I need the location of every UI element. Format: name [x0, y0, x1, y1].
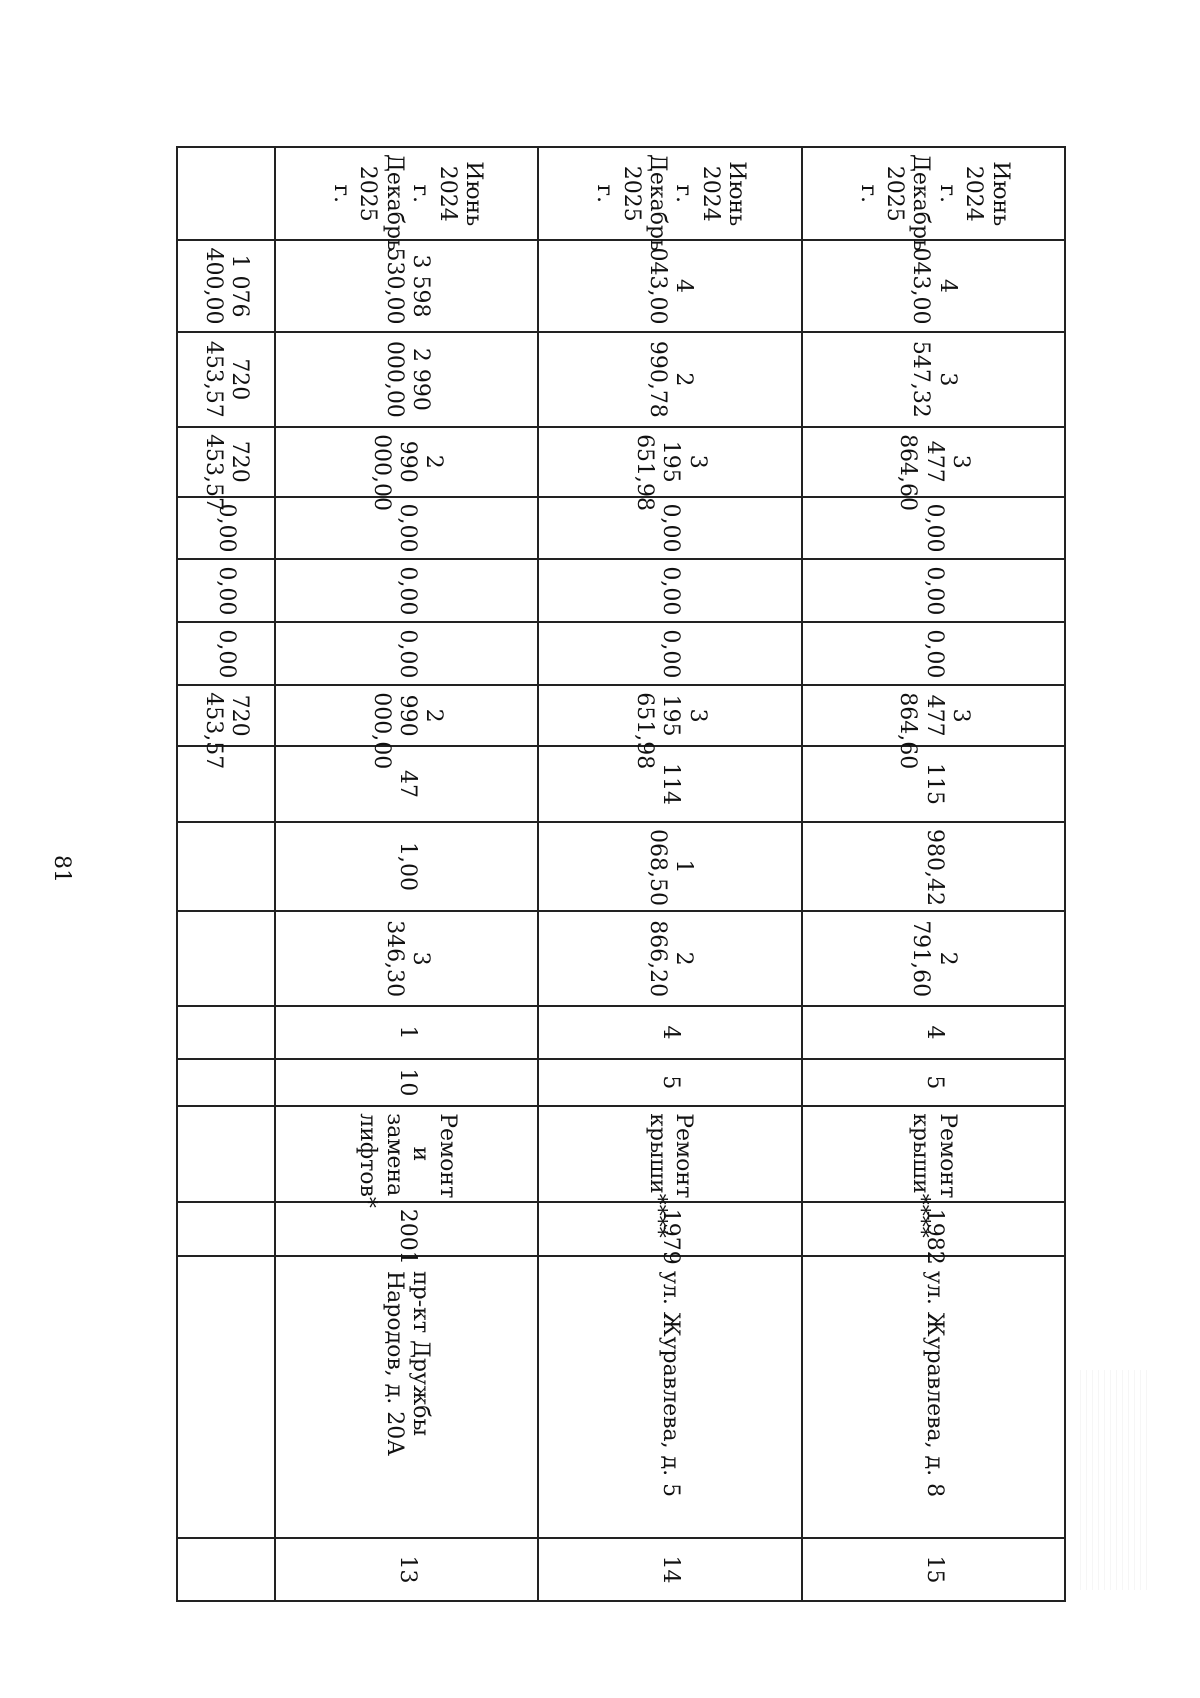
- summary-fund-1: 0,00: [177, 622, 275, 685]
- summary-empty: [177, 1059, 275, 1107]
- summary-empty: [177, 822, 275, 911]
- cell-fund-3: 0,00: [802, 497, 1065, 560]
- work-type: Ремонт и замена лифтов*: [275, 1106, 538, 1201]
- cell-limit: 4 043,00: [538, 240, 801, 331]
- table-row: [275, 147, 538, 1601]
- cell-residents: 115: [802, 746, 1065, 822]
- cell-period: Июнь 2024 г. Декабрь 2025 г.: [538, 147, 801, 240]
- cell-period: Июнь 2024 г. Декабрь 2025 г.: [275, 147, 538, 240]
- summary-empty: [177, 1006, 275, 1058]
- work-type: Ремонт крыши****: [538, 1106, 801, 1201]
- cell-floors: 5: [802, 1059, 1065, 1107]
- cell-fund-1: 0,00: [275, 622, 538, 685]
- cell-cost: 3 477 864,60: [802, 427, 1065, 496]
- row-number: 14: [538, 1538, 801, 1601]
- cell-total: 2 990 000,00: [275, 685, 538, 746]
- cell-residents: 114: [538, 746, 801, 822]
- cell-area-2: 1 068,50: [538, 822, 801, 911]
- cell-cost: 3 195 651,98: [538, 427, 801, 496]
- summary-fund-3: 0,00: [177, 497, 275, 560]
- address: ул. Журавлева, д. 8: [802, 1256, 1065, 1538]
- work-type: Ремонт крыши****: [802, 1106, 1065, 1201]
- cell-fund-1: 0,00: [538, 622, 801, 685]
- cell-unit-cost: 2 990,78: [538, 332, 801, 427]
- summary-empty: [177, 746, 275, 822]
- row-number: 15: [802, 1538, 1065, 1601]
- cell-unit-cost: 3 547,32: [802, 332, 1065, 427]
- summary-empty: [177, 1256, 275, 1538]
- cell-area-2: 1,00: [275, 822, 538, 911]
- cell-fund-2: 0,00: [802, 559, 1065, 622]
- repair-table: [176, 146, 1066, 1602]
- table-wrapper: [176, 146, 1066, 1602]
- summary-unit-cost: 720 453,57: [177, 332, 275, 427]
- year: 1982: [802, 1202, 1065, 1256]
- cell-period: Июнь 2024 г. Декабрь 2025 г.: [802, 147, 1065, 240]
- year: 2001: [275, 1202, 538, 1256]
- table-row: [802, 147, 1065, 1601]
- year: 1979: [538, 1202, 801, 1256]
- summary-empty: [177, 147, 275, 240]
- cell-residents: 47: [275, 746, 538, 822]
- summary-row: [177, 147, 275, 1601]
- summary-fund-2: 0,00: [177, 559, 275, 622]
- cell-area-2: 980,42: [802, 822, 1065, 911]
- cell-floors: 5: [538, 1059, 801, 1107]
- summary-empty: [177, 1538, 275, 1601]
- cell-floors: 10: [275, 1059, 538, 1107]
- cell-total: 3 477 864,60: [802, 685, 1065, 746]
- table-row: [538, 147, 801, 1601]
- summary-empty: [177, 1202, 275, 1256]
- summary-cost: 720 453,57: [177, 427, 275, 496]
- cell-entrances: 4: [802, 1006, 1065, 1058]
- cell-limit: 4 043,00: [802, 240, 1065, 331]
- scan-artifact: [1080, 1370, 1150, 1590]
- cell-area: 3 346,30: [275, 911, 538, 1006]
- row-number: 13: [275, 1538, 538, 1601]
- page-number: 81: [49, 855, 74, 883]
- cell-entrances: 4: [538, 1006, 801, 1058]
- summary-empty: [177, 911, 275, 1006]
- cell-fund-1: 0,00: [802, 622, 1065, 685]
- address: пр-кт Дружбы Народов, д. 20А: [275, 1256, 538, 1538]
- summary-limit: 1 076 400,00: [177, 240, 275, 331]
- summary-total: 720 453,57: [177, 685, 275, 746]
- cell-limit: 3 598 530,00: [275, 240, 538, 331]
- cell-cost: 2 990 000,00: [275, 427, 538, 496]
- cell-area: 2 866,20: [538, 911, 801, 1006]
- cell-entrances: 1: [275, 1006, 538, 1058]
- cell-area: 2 791,60: [802, 911, 1065, 1006]
- address: ул. Журавлева, д. 5: [538, 1256, 801, 1538]
- cell-fund-3: 0,00: [275, 497, 538, 560]
- summary-empty: [177, 1106, 275, 1201]
- cell-fund-2: 0,00: [538, 559, 801, 622]
- cell-fund-2: 0,00: [275, 559, 538, 622]
- cell-fund-3: 0,00: [538, 497, 801, 560]
- cell-unit-cost: 2 990 000,00: [275, 332, 538, 427]
- cell-total: 3 195 651,98: [538, 685, 801, 746]
